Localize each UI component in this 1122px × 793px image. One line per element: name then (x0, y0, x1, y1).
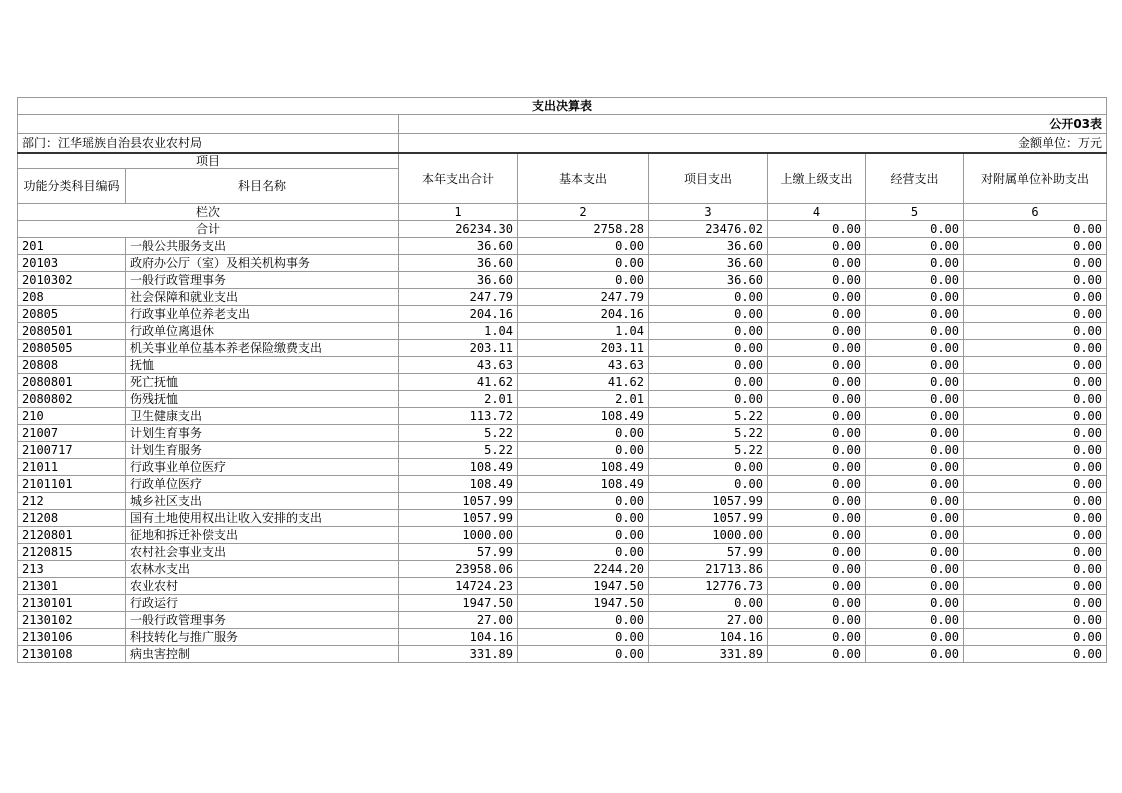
amount-cell: 0.00 (649, 289, 768, 306)
header-business: 经营支出 (866, 153, 964, 204)
total-label: 合计 (18, 221, 399, 238)
amount-cell: 1947.50 (399, 595, 518, 612)
header-func-code: 功能分类科目编码 (18, 169, 126, 204)
func-code-cell: 21007 (18, 425, 126, 442)
amount-cell: 0.00 (768, 493, 866, 510)
subject-name-cell: 病虫害控制 (126, 646, 399, 663)
amount-cell: 331.89 (399, 646, 518, 663)
amount-cell: 0.00 (866, 272, 964, 289)
header-subsidy: 对附属单位补助支出 (964, 153, 1107, 204)
amount-cell: 0.00 (768, 646, 866, 663)
amount-cell: 0.00 (866, 595, 964, 612)
amount-cell: 0.00 (964, 374, 1107, 391)
subject-name-cell: 科技转化与推广服务 (126, 629, 399, 646)
amount-cell: 0.00 (649, 391, 768, 408)
amount-cell: 41.62 (518, 374, 649, 391)
header-upper: 上缴上级支出 (768, 153, 866, 204)
func-code-cell: 201 (18, 238, 126, 255)
func-code-cell: 2120815 (18, 544, 126, 561)
amount-cell: 104.16 (649, 629, 768, 646)
amount-cell: 0.00 (768, 323, 866, 340)
amount-cell: 0.00 (964, 255, 1107, 272)
table-row (18, 510, 1107, 527)
amount-cell: 0.00 (649, 459, 768, 476)
amount-cell: 0.00 (866, 646, 964, 663)
amount-cell: 108.49 (399, 459, 518, 476)
form-number: 公开03表 (399, 115, 1107, 134)
table-row (18, 544, 1107, 561)
table-row (18, 646, 1107, 663)
blank-cell (18, 115, 399, 134)
subject-name-cell: 行政事业单位医疗 (126, 459, 399, 476)
amount-cell: 204.16 (518, 306, 649, 323)
amount-cell: 0.00 (768, 374, 866, 391)
subject-name-cell: 行政单位离退休 (126, 323, 399, 340)
amount-cell: 27.00 (399, 612, 518, 629)
table-row (18, 408, 1107, 425)
amount-cell: 5.22 (649, 425, 768, 442)
header-subject-name: 科目名称 (126, 169, 399, 204)
amount-cell: 0.00 (964, 527, 1107, 544)
func-code-cell: 20805 (18, 306, 126, 323)
amount-cell: 0.00 (768, 306, 866, 323)
amount-cell: 0.00 (649, 306, 768, 323)
func-code-cell: 2130102 (18, 612, 126, 629)
amount-cell: 0.00 (866, 629, 964, 646)
subject-name-cell: 一般行政管理事务 (126, 612, 399, 629)
amount-cell: 0.00 (649, 476, 768, 493)
func-code-cell: 2080501 (18, 323, 126, 340)
amount-cell: 1057.99 (649, 510, 768, 527)
amount-cell: 0.00 (866, 493, 964, 510)
total-value: 23476.02 (649, 221, 768, 238)
amount-cell: 331.89 (649, 646, 768, 663)
amount-cell: 1.04 (518, 323, 649, 340)
amount-cell: 36.60 (399, 255, 518, 272)
func-code-cell: 208 (18, 289, 126, 306)
column-index: 3 (649, 204, 768, 221)
amount-cell: 1057.99 (649, 493, 768, 510)
amount-cell: 108.49 (518, 459, 649, 476)
table-row (18, 629, 1107, 646)
func-code-cell: 2080801 (18, 374, 126, 391)
amount-cell: 0.00 (768, 357, 866, 374)
amount-cell: 0.00 (964, 612, 1107, 629)
amount-cell: 0.00 (866, 357, 964, 374)
amount-cell: 2.01 (518, 391, 649, 408)
amount-cell: 14724.23 (399, 578, 518, 595)
amount-cell: 0.00 (866, 561, 964, 578)
amount-cell: 0.00 (866, 425, 964, 442)
table-row (18, 425, 1107, 442)
subject-name-cell: 行政运行 (126, 595, 399, 612)
subject-name-cell: 一般行政管理事务 (126, 272, 399, 289)
amount-cell: 0.00 (964, 646, 1107, 663)
amount-cell: 108.49 (399, 476, 518, 493)
table-row (18, 391, 1107, 408)
amount-cell: 2244.20 (518, 561, 649, 578)
table-row (18, 357, 1107, 374)
amount-cell: 0.00 (768, 255, 866, 272)
subject-name-cell: 农业农村 (126, 578, 399, 595)
table-row (18, 306, 1107, 323)
amount-cell: 0.00 (866, 442, 964, 459)
amount-cell: 43.63 (399, 357, 518, 374)
subject-name-cell: 卫生健康支出 (126, 408, 399, 425)
amount-cell: 12776.73 (649, 578, 768, 595)
amount-cell: 36.60 (649, 272, 768, 289)
amount-cell: 0.00 (964, 425, 1107, 442)
amount-cell: 0.00 (866, 255, 964, 272)
amount-cell: 5.22 (399, 442, 518, 459)
subject-name-cell: 行政事业单位养老支出 (126, 306, 399, 323)
func-code-cell: 21208 (18, 510, 126, 527)
subject-name-cell: 死亡抚恤 (126, 374, 399, 391)
amount-cell: 23958.06 (399, 561, 518, 578)
table-row (18, 272, 1107, 289)
table-row (18, 612, 1107, 629)
amount-cell: 0.00 (768, 425, 866, 442)
amount-cell: 0.00 (964, 442, 1107, 459)
amount-cell: 0.00 (768, 459, 866, 476)
func-code-cell: 2100717 (18, 442, 126, 459)
amount-cell: 0.00 (964, 459, 1107, 476)
column-index: 4 (768, 204, 866, 221)
amount-cell: 0.00 (768, 561, 866, 578)
amount-cell: 0.00 (866, 340, 964, 357)
func-code-cell: 2010302 (18, 272, 126, 289)
table-row (18, 255, 1107, 272)
amount-cell: 1947.50 (518, 578, 649, 595)
amount-cell: 1000.00 (649, 527, 768, 544)
amount-cell: 104.16 (399, 629, 518, 646)
amount-cell: 204.16 (399, 306, 518, 323)
amount-cell: 0.00 (768, 527, 866, 544)
amount-cell: 0.00 (649, 357, 768, 374)
amount-cell: 0.00 (964, 340, 1107, 357)
amount-cell: 5.22 (399, 425, 518, 442)
subject-name-cell: 计划生育服务 (126, 442, 399, 459)
table-row (18, 289, 1107, 306)
amount-cell: 0.00 (518, 510, 649, 527)
func-code-cell: 20103 (18, 255, 126, 272)
amount-cell: 108.49 (518, 408, 649, 425)
total-value: 26234.30 (399, 221, 518, 238)
func-code-cell: 210 (18, 408, 126, 425)
amount-cell: 0.00 (964, 476, 1107, 493)
amount-cell: 0.00 (518, 544, 649, 561)
amount-cell: 0.00 (518, 612, 649, 629)
table-row (18, 561, 1107, 578)
amount-cell: 0.00 (768, 238, 866, 255)
amount-cell: 0.00 (964, 391, 1107, 408)
func-code-cell: 2080505 (18, 340, 126, 357)
amount-cell: 1.04 (399, 323, 518, 340)
amount-cell: 203.11 (399, 340, 518, 357)
amount-cell: 0.00 (768, 544, 866, 561)
amount-cell: 0.00 (768, 272, 866, 289)
amount-cell: 0.00 (768, 578, 866, 595)
amount-cell: 36.60 (649, 255, 768, 272)
department-label: 部门：江华瑶族自治县农业农村局 (18, 134, 399, 154)
subject-name-cell: 伤残抚恤 (126, 391, 399, 408)
amount-cell: 0.00 (866, 476, 964, 493)
amount-cell: 1057.99 (399, 493, 518, 510)
amount-cell: 0.00 (866, 323, 964, 340)
table-row (18, 323, 1107, 340)
amount-cell: 0.00 (866, 408, 964, 425)
amount-cell: 0.00 (649, 323, 768, 340)
amount-cell: 0.00 (768, 340, 866, 357)
func-code-cell: 21301 (18, 578, 126, 595)
amount-cell: 0.00 (964, 578, 1107, 595)
column-index: 2 (518, 204, 649, 221)
func-code-cell: 2101101 (18, 476, 126, 493)
amount-cell: 0.00 (964, 306, 1107, 323)
amount-cell: 0.00 (866, 527, 964, 544)
amount-cell: 36.60 (399, 272, 518, 289)
table-row (18, 493, 1107, 510)
subject-name-cell: 计划生育事务 (126, 425, 399, 442)
amount-cell: 21713.86 (649, 561, 768, 578)
amount-cell: 0.00 (768, 391, 866, 408)
amount-cell: 0.00 (768, 442, 866, 459)
subject-name-cell: 社会保障和就业支出 (126, 289, 399, 306)
amount-cell: 0.00 (964, 544, 1107, 561)
amount-cell: 0.00 (649, 374, 768, 391)
func-code-cell: 2080802 (18, 391, 126, 408)
amount-cell: 247.79 (518, 289, 649, 306)
amount-cell: 113.72 (399, 408, 518, 425)
func-code-cell: 2130108 (18, 646, 126, 663)
column-index-label: 栏次 (18, 204, 399, 221)
amount-cell: 5.22 (649, 408, 768, 425)
amount-cell: 0.00 (866, 374, 964, 391)
column-index: 1 (399, 204, 518, 221)
expenditure-sheet (17, 97, 1106, 663)
amount-cell: 0.00 (964, 272, 1107, 289)
total-value: 2758.28 (518, 221, 649, 238)
amount-cell: 5.22 (649, 442, 768, 459)
subject-name-cell: 一般公共服务支出 (126, 238, 399, 255)
subject-name-cell: 国有土地使用权出让收入安排的支出 (126, 510, 399, 527)
amount-cell: 108.49 (518, 476, 649, 493)
table-row (18, 527, 1107, 544)
subject-name-cell: 农林水支出 (126, 561, 399, 578)
func-code-cell: 21011 (18, 459, 126, 476)
func-code-cell: 2130101 (18, 595, 126, 612)
amount-cell: 57.99 (399, 544, 518, 561)
func-code-cell: 2120801 (18, 527, 126, 544)
amount-cell: 0.00 (768, 629, 866, 646)
amount-cell: 41.62 (399, 374, 518, 391)
column-index: 6 (964, 204, 1107, 221)
header-total: 本年支出合计 (399, 153, 518, 204)
total-value: 0.00 (768, 221, 866, 238)
func-code-cell: 20808 (18, 357, 126, 374)
amount-cell: 36.60 (649, 238, 768, 255)
amount-cell: 0.00 (768, 289, 866, 306)
amount-cell: 0.00 (768, 595, 866, 612)
amount-cell: 1057.99 (399, 510, 518, 527)
subject-name-cell: 机关事业单位基本养老保险缴费支出 (126, 340, 399, 357)
amount-cell: 0.00 (866, 238, 964, 255)
amount-cell: 0.00 (866, 578, 964, 595)
amount-cell: 0.00 (518, 255, 649, 272)
subject-name-cell: 政府办公厅（室）及相关机构事务 (126, 255, 399, 272)
unit-label: 金额单位：万元 (399, 134, 1107, 154)
column-index: 5 (866, 204, 964, 221)
amount-cell: 0.00 (866, 391, 964, 408)
amount-cell: 0.00 (964, 510, 1107, 527)
amount-cell: 0.00 (518, 629, 649, 646)
amount-cell: 247.79 (399, 289, 518, 306)
amount-cell: 2.01 (399, 391, 518, 408)
amount-cell: 0.00 (866, 306, 964, 323)
amount-cell: 0.00 (866, 459, 964, 476)
func-code-cell: 2130106 (18, 629, 126, 646)
amount-cell: 203.11 (518, 340, 649, 357)
total-value: 0.00 (866, 221, 964, 238)
header-project: 项目支出 (649, 153, 768, 204)
amount-cell: 0.00 (518, 493, 649, 510)
header-basic: 基本支出 (518, 153, 649, 204)
table-row (18, 442, 1107, 459)
amount-cell: 0.00 (964, 289, 1107, 306)
amount-cell: 0.00 (768, 510, 866, 527)
amount-cell: 0.00 (866, 612, 964, 629)
subject-name-cell: 行政单位医疗 (126, 476, 399, 493)
amount-cell: 36.60 (399, 238, 518, 255)
amount-cell: 0.00 (518, 646, 649, 663)
amount-cell: 0.00 (964, 323, 1107, 340)
amount-cell: 0.00 (866, 544, 964, 561)
table-row (18, 578, 1107, 595)
amount-cell: 0.00 (964, 561, 1107, 578)
func-code-cell: 212 (18, 493, 126, 510)
amount-cell: 0.00 (649, 595, 768, 612)
amount-cell: 0.00 (768, 476, 866, 493)
amount-cell: 57.99 (649, 544, 768, 561)
amount-cell: 1947.50 (518, 595, 649, 612)
amount-cell: 0.00 (518, 527, 649, 544)
table-row (18, 595, 1107, 612)
subject-name-cell: 征地和拆迁补偿支出 (126, 527, 399, 544)
amount-cell: 0.00 (964, 595, 1107, 612)
amount-cell: 0.00 (768, 408, 866, 425)
amount-cell: 0.00 (866, 289, 964, 306)
subject-name-cell: 农村社会事业支出 (126, 544, 399, 561)
subject-name-cell: 城乡社区支出 (126, 493, 399, 510)
table-row (18, 374, 1107, 391)
amount-cell: 0.00 (964, 493, 1107, 510)
subject-name-cell: 抚恤 (126, 357, 399, 374)
amount-cell: 1000.00 (399, 527, 518, 544)
table-title: 支出决算表 (18, 98, 1107, 115)
total-value: 0.00 (964, 221, 1107, 238)
amount-cell: 0.00 (518, 442, 649, 459)
expenditure-table (17, 97, 1107, 663)
amount-cell: 0.00 (518, 425, 649, 442)
amount-cell: 0.00 (964, 357, 1107, 374)
amount-cell: 27.00 (649, 612, 768, 629)
amount-cell: 0.00 (866, 510, 964, 527)
amount-cell: 0.00 (518, 238, 649, 255)
amount-cell: 0.00 (964, 408, 1107, 425)
amount-cell: 43.63 (518, 357, 649, 374)
amount-cell: 0.00 (649, 340, 768, 357)
amount-cell: 0.00 (964, 238, 1107, 255)
table-row (18, 340, 1107, 357)
func-code-cell: 213 (18, 561, 126, 578)
header-item: 项目 (18, 153, 399, 169)
table-row (18, 238, 1107, 255)
amount-cell: 0.00 (768, 612, 866, 629)
table-row (18, 459, 1107, 476)
amount-cell: 0.00 (518, 272, 649, 289)
table-row (18, 476, 1107, 493)
amount-cell: 0.00 (964, 629, 1107, 646)
